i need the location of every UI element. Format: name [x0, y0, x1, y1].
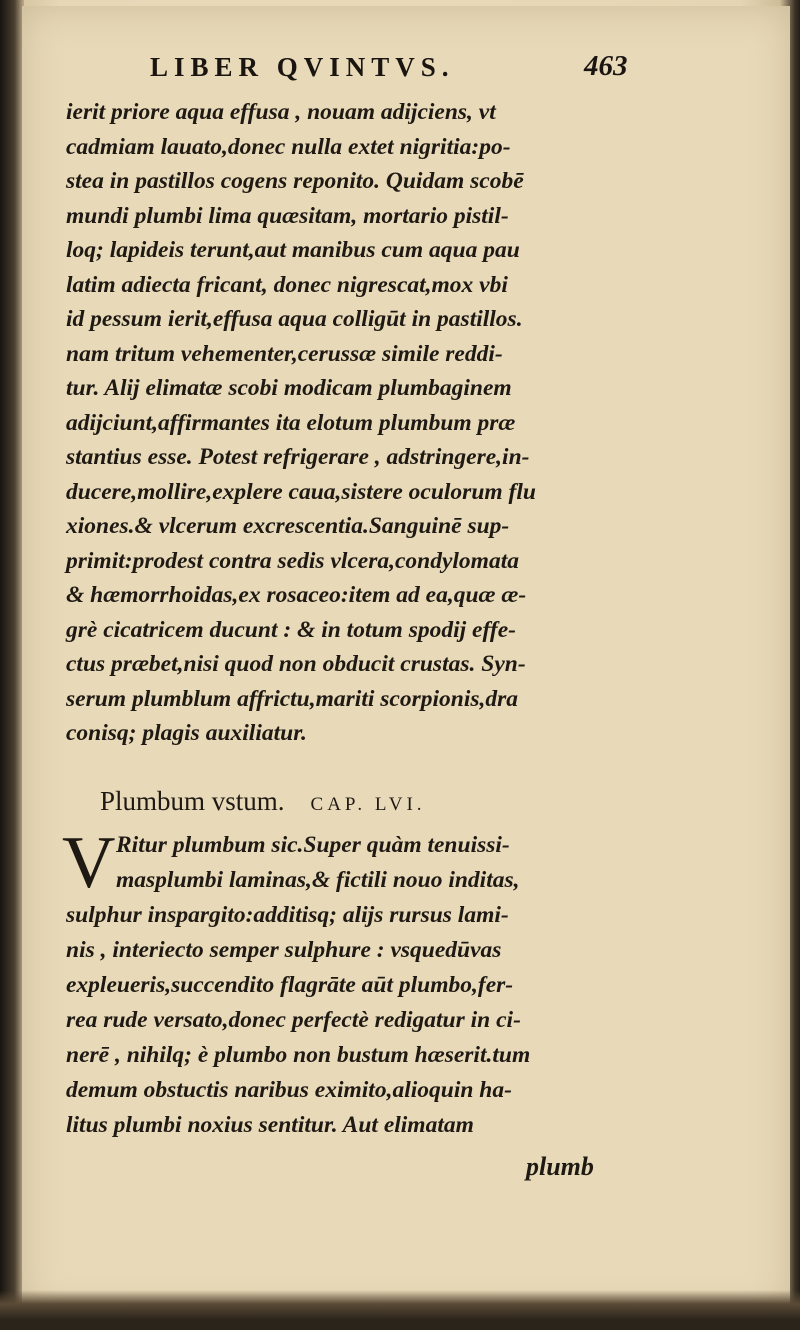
- text-line: expleueris,succendito flagrāte aūt plumbo,fer-: [66, 972, 514, 998]
- text-line: sulphur inspargito:additisq; alijs rursus lami-: [66, 902, 509, 928]
- text-line: adijciunt,affirmantes ita elotum plumbum præ: [66, 409, 516, 436]
- text-line: latim adiecta fricant, donec nigrescat,mox vbi: [66, 271, 508, 298]
- text-line: stantius esse. Potest refrigerare , adstringere,in-: [66, 444, 530, 470]
- text-line: & hæmorrhoidas,ex rosaceo:item ad ea,quæ æ-: [66, 582, 527, 608]
- text-line: conisq; plagis auxiliatur.: [66, 720, 307, 746]
- page-number: 463: [584, 50, 628, 82]
- text-line: grè cicatricem ducunt : & in totum spodij effe-: [66, 616, 516, 643]
- text-line: xiones.& vlcerum excrescentia.Sanguinē sup-: [66, 513, 510, 539]
- text-line: tur. Alij elimatæ scobi modicam plumbaginem: [66, 375, 512, 401]
- text-line: masplumbi laminas,& fictili nouo inditas,: [116, 867, 520, 893]
- text-line: serum plumblum affrictu,mariti scorpionis,dra: [66, 685, 519, 712]
- text-line: stea in pastillos cogens reponito. Quidam scobē: [66, 168, 524, 194]
- chapter-label: CAP. LVI.: [310, 794, 426, 815]
- text-line: Ritur plumbum sic.Super quàm tenuissi-: [116, 832, 510, 858]
- running-title: LIBER QVINTVS.: [150, 52, 455, 82]
- text-line: primit:prodest contra sedis vlcera,condylomata: [66, 547, 519, 574]
- text-line: id pessum ierit,effusa aqua colligūt in pastillos.: [66, 306, 523, 332]
- text-line: ierit priore aqua effusa , nouam adijciens, vt: [66, 99, 496, 125]
- page-header: [150, 52, 640, 92]
- page-bottom-edge: [0, 1290, 800, 1330]
- text-line: mundi plumbi lima quæsitam, mortario pistil-: [66, 202, 509, 229]
- text-line: litus plumbi noxius sentitur. Aut elimatam: [66, 1112, 474, 1138]
- text-line: ctus præbet,nisi quod non obducit crustas. Syn-: [66, 651, 526, 677]
- book-gutter: [0, 0, 24, 1330]
- text-line: nam tritum vehementer,cerussæ simile reddi-: [66, 340, 503, 367]
- section-title: Plumbum vstum.: [100, 786, 285, 816]
- text-line: rea rude versato,donec perfectè redigatur in ci-: [66, 1007, 521, 1033]
- catchword: plumb: [526, 1152, 594, 1181]
- text-line: loq; lapideis terunt,aut manibus cum aqua pau: [66, 237, 520, 263]
- text-line: demum obstuctis naribus eximito,alioquin ha-: [66, 1077, 512, 1103]
- section-text: [66, 828, 626, 1143]
- section-heading: [100, 786, 560, 817]
- text-line: nerē , nihilq; è plumbo non bustum hæserit.tum: [66, 1042, 531, 1068]
- drop-cap: V: [62, 822, 116, 904]
- body-text: [66, 95, 626, 751]
- text-line: ducere,mollire,explere caua,sistere oculorum flu: [66, 478, 536, 505]
- text-line: nis , interiecto semper sulphure : vsquedūvas: [66, 937, 502, 963]
- text-line: cadmiam lauato,donec nulla extet nigritia:po-: [66, 133, 511, 160]
